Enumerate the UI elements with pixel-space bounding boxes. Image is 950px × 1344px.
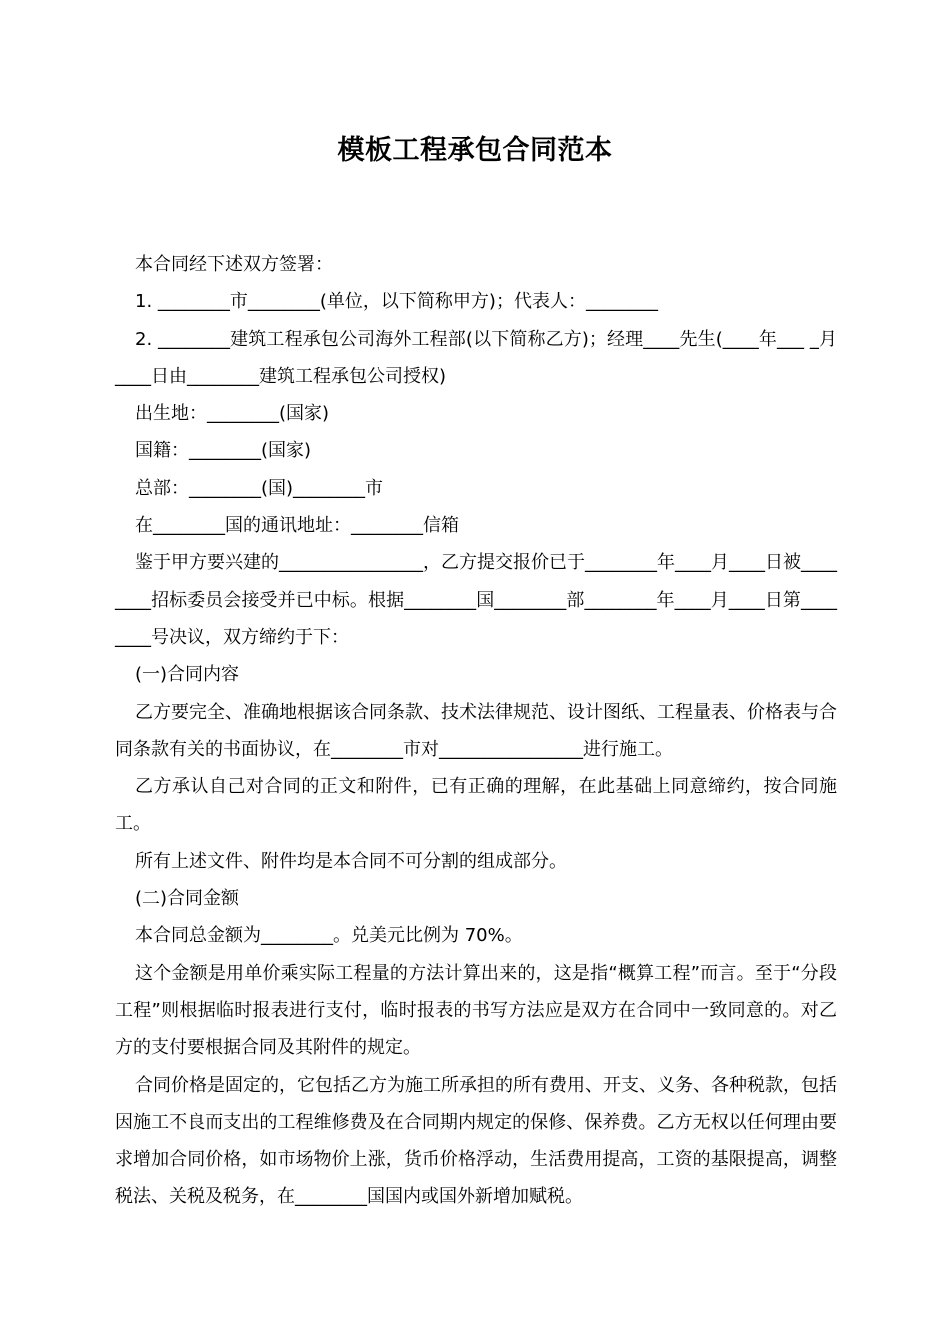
document-body: [115, 246, 837, 1216]
paragraph-address: 在________国的通讯地址：________信箱: [135, 515, 459, 537]
paragraph-nationality: 国籍：________(国家): [135, 440, 312, 462]
paragraph-contents-3: 所有上述文件、附件均是本合同不可分割的组成部分。: [135, 850, 567, 872]
paragraph-contents-2: 乙方承认自己对合同的正文和附件，已有正确的理解，在此基础上同意缔约，按合同施工。: [115, 776, 837, 835]
paragraph-party-b: 2. ________建筑工程承包公司海外工程部(以下简称乙方)；经理____先生(____年___ _月____日由________建筑工程承包公司授权): [115, 328, 837, 387]
paragraph-contents-1: 乙方要完全、准确地根据该合同条款、技术法律规范、设计图纸、工程量表、价格表与合同条款有关的书面协议，在________市对________________进行施工。: [115, 701, 837, 760]
paragraph-birthplace: 出生地：________(国家): [135, 403, 330, 425]
paragraph-intro: 本合同经下述双方签署：: [135, 254, 333, 275]
document-title: 模板工程承包合同范本: [337, 135, 613, 166]
paragraph-headquarters: 总部：________(国)________市: [135, 477, 384, 499]
section-heading-amount: (二)合同金额: [135, 888, 240, 910]
paragraph-amount-1: 本合同总金额为________。兑美元比例为 70%。: [135, 925, 523, 947]
section-heading-contents: (一)合同内容: [135, 664, 240, 686]
paragraph-party-a: 1. ________市________(单位，以下简称甲方)；代表人：________: [135, 291, 658, 313]
paragraph-amount-2: 这个金额是用单价乘实际工程量的方法计算出来的，这是指“概算工程”而言。至于“分段工程”则根据临时报表进行支付，临时报表的书写方法应是双方在合同中一致同意的。对乙方的支付要根据合同及其附件的规定。: [115, 962, 837, 1059]
paragraph-whereas: 鉴于甲方要兴建的________________，乙方提交报价已于________年____月____日被________招标委员会接受并已中标。根据________国________部________年____月____日第________号决议，双方缔约于下：: [115, 552, 837, 648]
paragraph-amount-3: 合同价格是固定的，它包括乙方为施工所承担的所有费用、开支、义务、各种税款，包括因施工不良而支出的工程维修费及在合同期内规定的保修、保养费。乙方无权以任何理由要求增加合同价格，如市场物价上涨，货币价格浮动，生活费用提高，工资的基限提高，调整税法、关税及税务，在________国国内或国外新增加赋税。: [115, 1074, 837, 1208]
